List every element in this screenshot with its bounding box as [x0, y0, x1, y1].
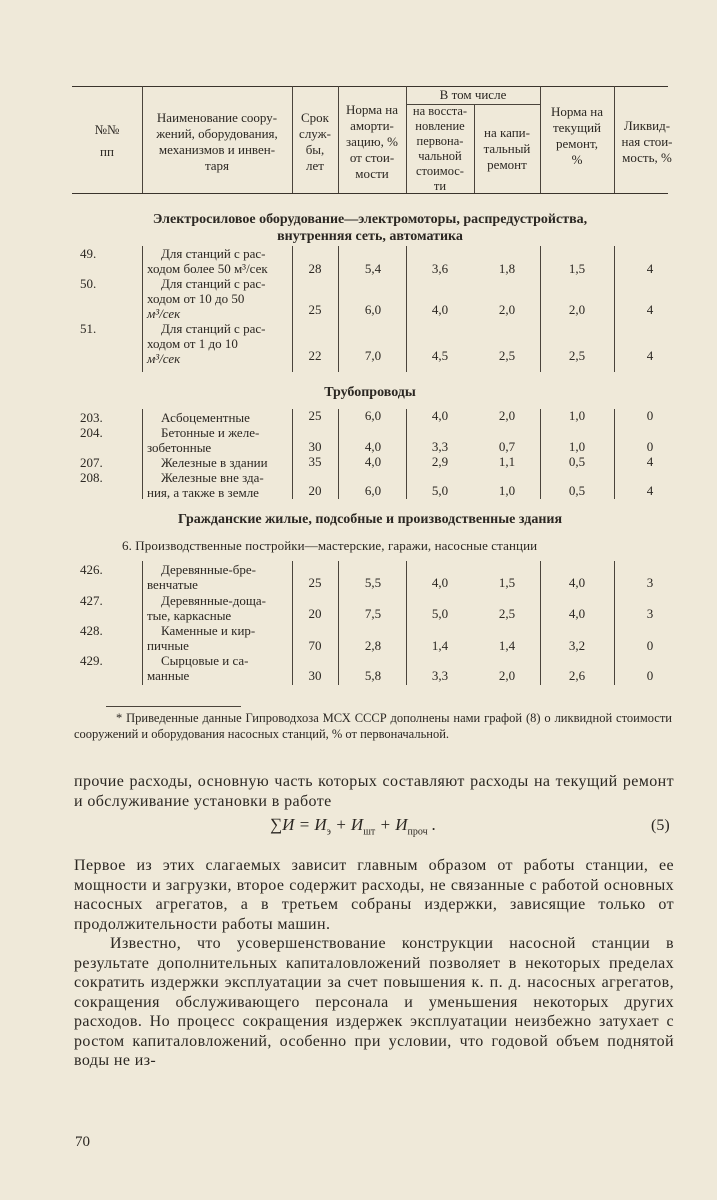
row-name: Деревянные-доща- тые, каркасные: [147, 593, 266, 623]
row-name: Бетонные и желе- зобетонные: [147, 425, 260, 455]
row-name: Для станций с рас- ходом более 50 м³/сек: [147, 246, 268, 276]
current-repair-value: 1,0: [568, 408, 586, 423]
liquidation-value: 4: [646, 483, 654, 498]
header-liquidation: Ликвид- ная стои- мость, %: [621, 118, 673, 165]
amortization-value: 5,4: [364, 261, 382, 276]
amortization-value: 6,0: [364, 408, 382, 423]
liquidation-value: 0: [646, 408, 654, 423]
section-title-electrical: Электросиловое оборудование—электромоторы, распредустройства, внутренняя сеть, автоматика: [152, 212, 588, 244]
restoration-value: 5,0: [431, 606, 449, 621]
current-repair-value: 0,5: [568, 483, 586, 498]
capital-repair-value: 1,8: [498, 261, 516, 276]
amortization-value: 7,0: [364, 348, 382, 363]
row-name: Для станций с рас- ходом от 10 до 50 м³/сек: [147, 276, 266, 321]
service-life-value: 20: [308, 483, 322, 498]
restoration-value: 1,4: [431, 638, 449, 653]
amortization-value: 7,5: [364, 606, 382, 621]
header-restoration: на восста- новление первона- чальной стоимос- ти: [412, 103, 468, 193]
service-life-value: 30: [308, 439, 322, 454]
amortization-value: 6,0: [364, 302, 382, 317]
capital-repair-value: 1,1: [498, 454, 516, 469]
header-current-repair: Норма на текущий ремонт, %: [550, 104, 604, 167]
paragraph: прочие расходы, основную часть которых составляют расходы на текущий ремонт и обслуживание установки в работе: [74, 773, 674, 810]
row-number: 429.: [80, 653, 103, 668]
liquidation-value: 4: [646, 302, 654, 317]
restoration-value: 4,0: [431, 575, 449, 590]
row-number: 207.: [80, 455, 103, 470]
service-life-value: 70: [308, 638, 322, 653]
subsection-title: 6. Производственные постройки—мастерские, гаражи, насосные станции: [122, 538, 538, 553]
amortization-value: 5,8: [364, 668, 382, 683]
current-repair-value: 1,5: [568, 261, 586, 276]
page-number: 70: [75, 1134, 90, 1150]
current-repair-value: 4,0: [568, 575, 586, 590]
liquidation-value: 4: [646, 454, 654, 469]
liquidation-value: 3: [646, 606, 654, 621]
amortization-value: 4,0: [364, 454, 382, 469]
header-num: №№ пп: [94, 122, 120, 159]
service-life-value: 25: [308, 302, 322, 317]
header-amortization: Норма на аморти- зацию, % от стои- мости: [345, 102, 399, 181]
row-number: 204.: [80, 425, 103, 440]
row-name: Каменные и кир- пичные: [147, 623, 256, 653]
row-name: Железные в здании: [161, 455, 268, 470]
row-name: Для станций с рас- ходом от 1 до 10 м³/сек: [147, 321, 266, 366]
capital-repair-value: 0,7: [498, 439, 516, 454]
row-number: 426.: [80, 562, 103, 577]
restoration-value: 3,6: [431, 261, 449, 276]
capital-repair-value: 1,4: [498, 638, 516, 653]
row-number: 49.: [80, 246, 97, 261]
current-repair-value: 2,5: [568, 348, 586, 363]
restoration-value: 5,0: [431, 483, 449, 498]
restoration-value: 3,3: [431, 668, 449, 683]
row-number: 208.: [80, 470, 103, 485]
header-name: Наименование соору- жений, оборудования, механизмов и инвен- таря: [156, 110, 278, 173]
row-number: 428.: [80, 623, 103, 638]
amortization-value: 6,0: [364, 483, 382, 498]
restoration-value: 4,5: [431, 348, 449, 363]
amortization-value: 2,8: [364, 638, 382, 653]
body-divider: [338, 246, 339, 372]
restoration-value: 2,9: [431, 454, 449, 469]
row-number: 50.: [80, 276, 97, 291]
row-name: Сырцовые и са- манные: [147, 653, 249, 683]
liquidation-value: 4: [646, 261, 654, 276]
service-life-value: 20: [308, 606, 322, 621]
current-repair-value: 3,2: [568, 638, 586, 653]
amortization-value: 5,5: [364, 575, 382, 590]
paragraph: Известно, что усовершенствование конструкции насосной станции в результате дополнительных капиталовложений позволяет в некоторых пределах сократить издержки эксплуатации за счет повышения к. п. д. насосных агрегатов, сокращения обслуживающего персонала и уменьшения некоторых других расходов. Но процесс сокращения издержек эксплуатации неизбежно затухает с ростом капиталовложений, особенно при условии, что годовой объем поднятой воды не из-: [74, 935, 674, 1069]
capital-repair-value: 2,0: [498, 668, 516, 683]
liquidation-value: 3: [646, 575, 654, 590]
service-life-value: 28: [308, 261, 322, 276]
equation-number: (5): [651, 817, 670, 834]
restoration-value: 3,3: [431, 439, 449, 454]
paragraph: Первое из этих слагаемых зависит главным образом от работы станции, ее мощности и загрузки, второе содержит расходы, не связанные с работой основных насосных агрегатов, а в третьем собраны издержки, зависящие только от продолжительности работы машин.: [74, 857, 674, 933]
section-title-buildings: Гражданские жилые, подсобные и производственные здания: [177, 512, 563, 527]
table-top-rule: [72, 86, 668, 87]
body-divider: [142, 409, 143, 499]
amortization-value: 4,0: [364, 439, 382, 454]
liquidation-value: 0: [646, 439, 654, 454]
liquidation-value: 0: [646, 668, 654, 683]
body-divider: [338, 561, 339, 685]
header-including: В том числе: [439, 87, 507, 102]
liquidation-value: 4: [646, 348, 654, 363]
footnote-rule: [106, 706, 241, 707]
current-repair-value: 2,0: [568, 302, 586, 317]
header-capital-repair: на капи- тальный ремонт: [483, 124, 531, 172]
current-repair-value: 4,0: [568, 606, 586, 621]
service-life-value: 25: [308, 575, 322, 590]
capital-repair-value: 1,5: [498, 575, 516, 590]
restoration-value: 4,0: [431, 302, 449, 317]
current-repair-value: 2,6: [568, 668, 586, 683]
liquidation-value: 0: [646, 638, 654, 653]
service-life-value: 25: [308, 408, 322, 423]
capital-repair-value: 1,0: [498, 483, 516, 498]
capital-repair-value: 2,5: [498, 348, 516, 363]
row-name: Железные вне зда- ния, а также в земле: [147, 470, 264, 500]
body-divider: [338, 409, 339, 499]
row-number: 427.: [80, 593, 103, 608]
capital-repair-value: 2,5: [498, 606, 516, 621]
row-number: 51.: [80, 321, 97, 336]
capital-repair-value: 2,0: [498, 408, 516, 423]
service-life-value: 22: [308, 348, 322, 363]
body-divider: [142, 561, 143, 685]
restoration-value: 4,0: [431, 408, 449, 423]
row-number: 203.: [80, 410, 103, 425]
body-divider: [142, 246, 143, 372]
formula: $\sum И = И_э + И_{шт} + И_{проч}$ .: [270, 815, 437, 838]
footnote: * Приведенные данные Гипроводхоза МСХ СССР дополнены нами графой (8) о ликвидной стоимости сооружений и оборудования насосных станций, % от первоначальной.: [74, 711, 672, 741]
section-title-pipelines: Трубопроводы: [324, 385, 416, 400]
row-name: Деревянные-бре- венчатые: [147, 562, 256, 592]
header-service-life: Срок служ- бы, лет: [299, 110, 331, 173]
current-repair-value: 0,5: [568, 454, 586, 469]
service-life-value: 35: [308, 454, 322, 469]
table-header-rule: [72, 193, 668, 194]
capital-repair-value: 2,0: [498, 302, 516, 317]
service-life-value: 30: [308, 668, 322, 683]
row-name: Асбоцементные: [161, 410, 250, 425]
current-repair-value: 1,0: [568, 439, 586, 454]
